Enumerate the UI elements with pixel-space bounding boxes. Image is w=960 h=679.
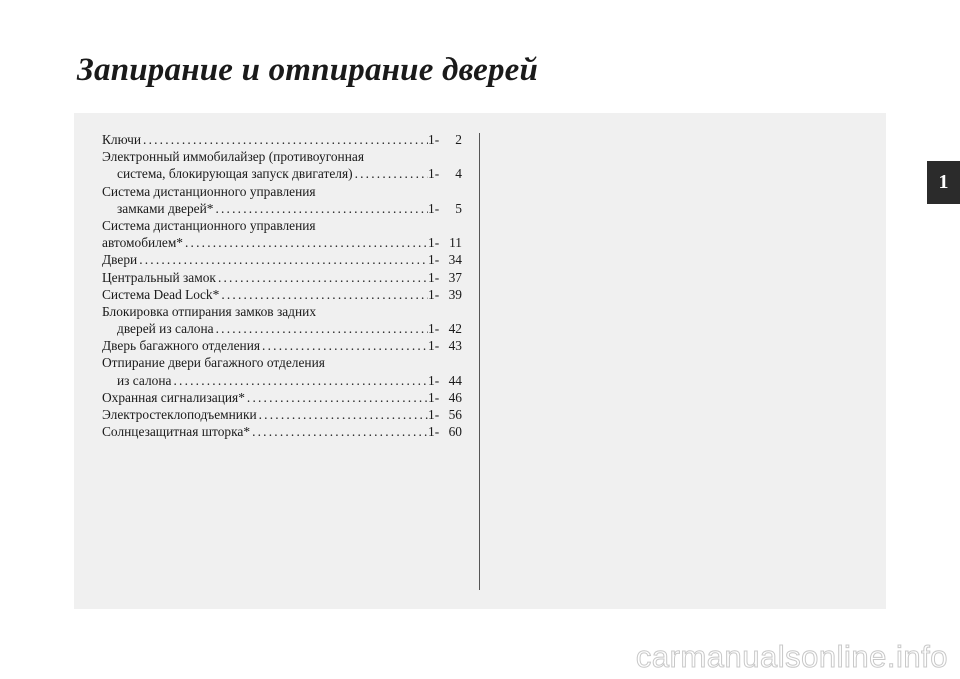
toc-entry[interactable] (102, 234, 462, 251)
toc-entry-chapter: 1- (428, 389, 440, 405)
toc-entry-page: 4 (455, 166, 462, 182)
toc-entry[interactable] (102, 406, 462, 423)
toc-entry-chapter: 1- (428, 252, 440, 268)
toc-entry-page: 44 (448, 372, 462, 388)
toc-leader-dots (173, 372, 428, 389)
toc-entry-page: 5 (455, 200, 462, 216)
toc-entry[interactable] (102, 372, 462, 389)
toc-entry-label: Охранная сигнализация* (102, 389, 245, 405)
toc-entry[interactable] (102, 269, 462, 286)
toc-entry-chapter: 1- (428, 338, 440, 354)
toc-leader-dots (259, 406, 428, 423)
toc-entry-heading[interactable]: Электронный иммобилайзер (противоугонная (102, 149, 364, 165)
toc-entry-heading[interactable]: Система дистанционного управления (102, 217, 316, 233)
toc-entry-page: 34 (448, 252, 462, 268)
toc-entry[interactable] (102, 389, 462, 406)
toc-leader-dots (221, 286, 428, 303)
toc-entry[interactable] (102, 423, 462, 440)
table-of-contents (102, 131, 462, 440)
toc-entry-label: Дверь багажного отделения (102, 338, 261, 354)
toc-entry-label: Центральный замок (102, 269, 216, 285)
toc-entry-chapter: 1- (428, 424, 440, 440)
toc-leader-dots (143, 131, 428, 148)
toc-entry[interactable] (102, 251, 462, 268)
toc-leader-dots (216, 320, 428, 337)
toc-entry-chapter: 1- (428, 372, 440, 388)
toc-entry[interactable] (102, 320, 462, 337)
toc-entry-label: система, блокирующая запуск двигателя) (117, 166, 353, 182)
watermark: carmanualsonline.info (635, 639, 948, 674)
toc-entry-label: Система Dead Lock* (102, 286, 220, 302)
toc-entry-heading[interactable]: Блокировка отпирания замков задних (102, 303, 317, 319)
toc-entry-page: 2 (455, 132, 462, 147)
toc-entry-page: 60 (448, 424, 462, 440)
page-title: Запирание и отпирание дверей (77, 52, 539, 88)
toc-entry[interactable] (102, 337, 462, 354)
toc-entry-label: Солнцезащитная шторка* (102, 424, 251, 440)
toc-entry-page: 56 (448, 407, 462, 422)
toc-entry[interactable] (102, 131, 462, 148)
toc-entry[interactable] (102, 286, 462, 303)
toc-entry-label: автомобилем* (102, 235, 183, 251)
toc-entry-chapter: 1- (428, 166, 440, 182)
toc-leader-dots (252, 423, 428, 440)
chapter-tab[interactable]: 1 (927, 161, 960, 204)
toc-entry-page: 43 (448, 338, 462, 354)
toc-entry-chapter: 1- (428, 321, 440, 337)
toc-leader-dots (185, 234, 428, 251)
toc-entry-chapter: 1- (428, 200, 440, 216)
toc-entry[interactable] (102, 200, 462, 217)
toc-entry-chapter: 1- (428, 286, 440, 302)
toc-entry-page: 37 (448, 269, 462, 285)
toc-entry-page: 11 (449, 235, 462, 251)
toc-leader-dots (139, 251, 428, 268)
toc-entry-label: дверей из салона (117, 321, 214, 337)
toc-entry-page: 42 (448, 321, 462, 337)
toc-entry-heading[interactable]: Отпирание двери багажного отделения (102, 355, 325, 371)
toc-entry-label: Двери (102, 252, 138, 268)
toc-entry-label: из салона (117, 372, 172, 388)
toc-entry-chapter: 1- (428, 269, 440, 285)
toc-entry-page: 46 (448, 389, 462, 405)
column-divider (479, 133, 480, 590)
toc-entry-chapter: 1- (428, 407, 440, 422)
toc-leader-dots (215, 200, 428, 217)
toc-entry-chapter: 1- (428, 235, 440, 251)
toc-entry-chapter: 1- (428, 132, 440, 147)
toc-entry[interactable] (102, 165, 462, 182)
toc-entry-label: Ключи (102, 132, 142, 147)
toc-entry-label: Электростеклоподъемники (102, 407, 257, 422)
toc-leader-dots (247, 389, 428, 406)
toc-leader-dots (218, 269, 428, 286)
toc-leader-dots (355, 165, 428, 182)
toc-leader-dots (262, 337, 428, 354)
toc-entry-heading[interactable]: Система дистанционного управления (102, 183, 316, 199)
toc-entry-page: 39 (448, 286, 462, 302)
toc-entry-label: замками дверей* (117, 200, 214, 216)
